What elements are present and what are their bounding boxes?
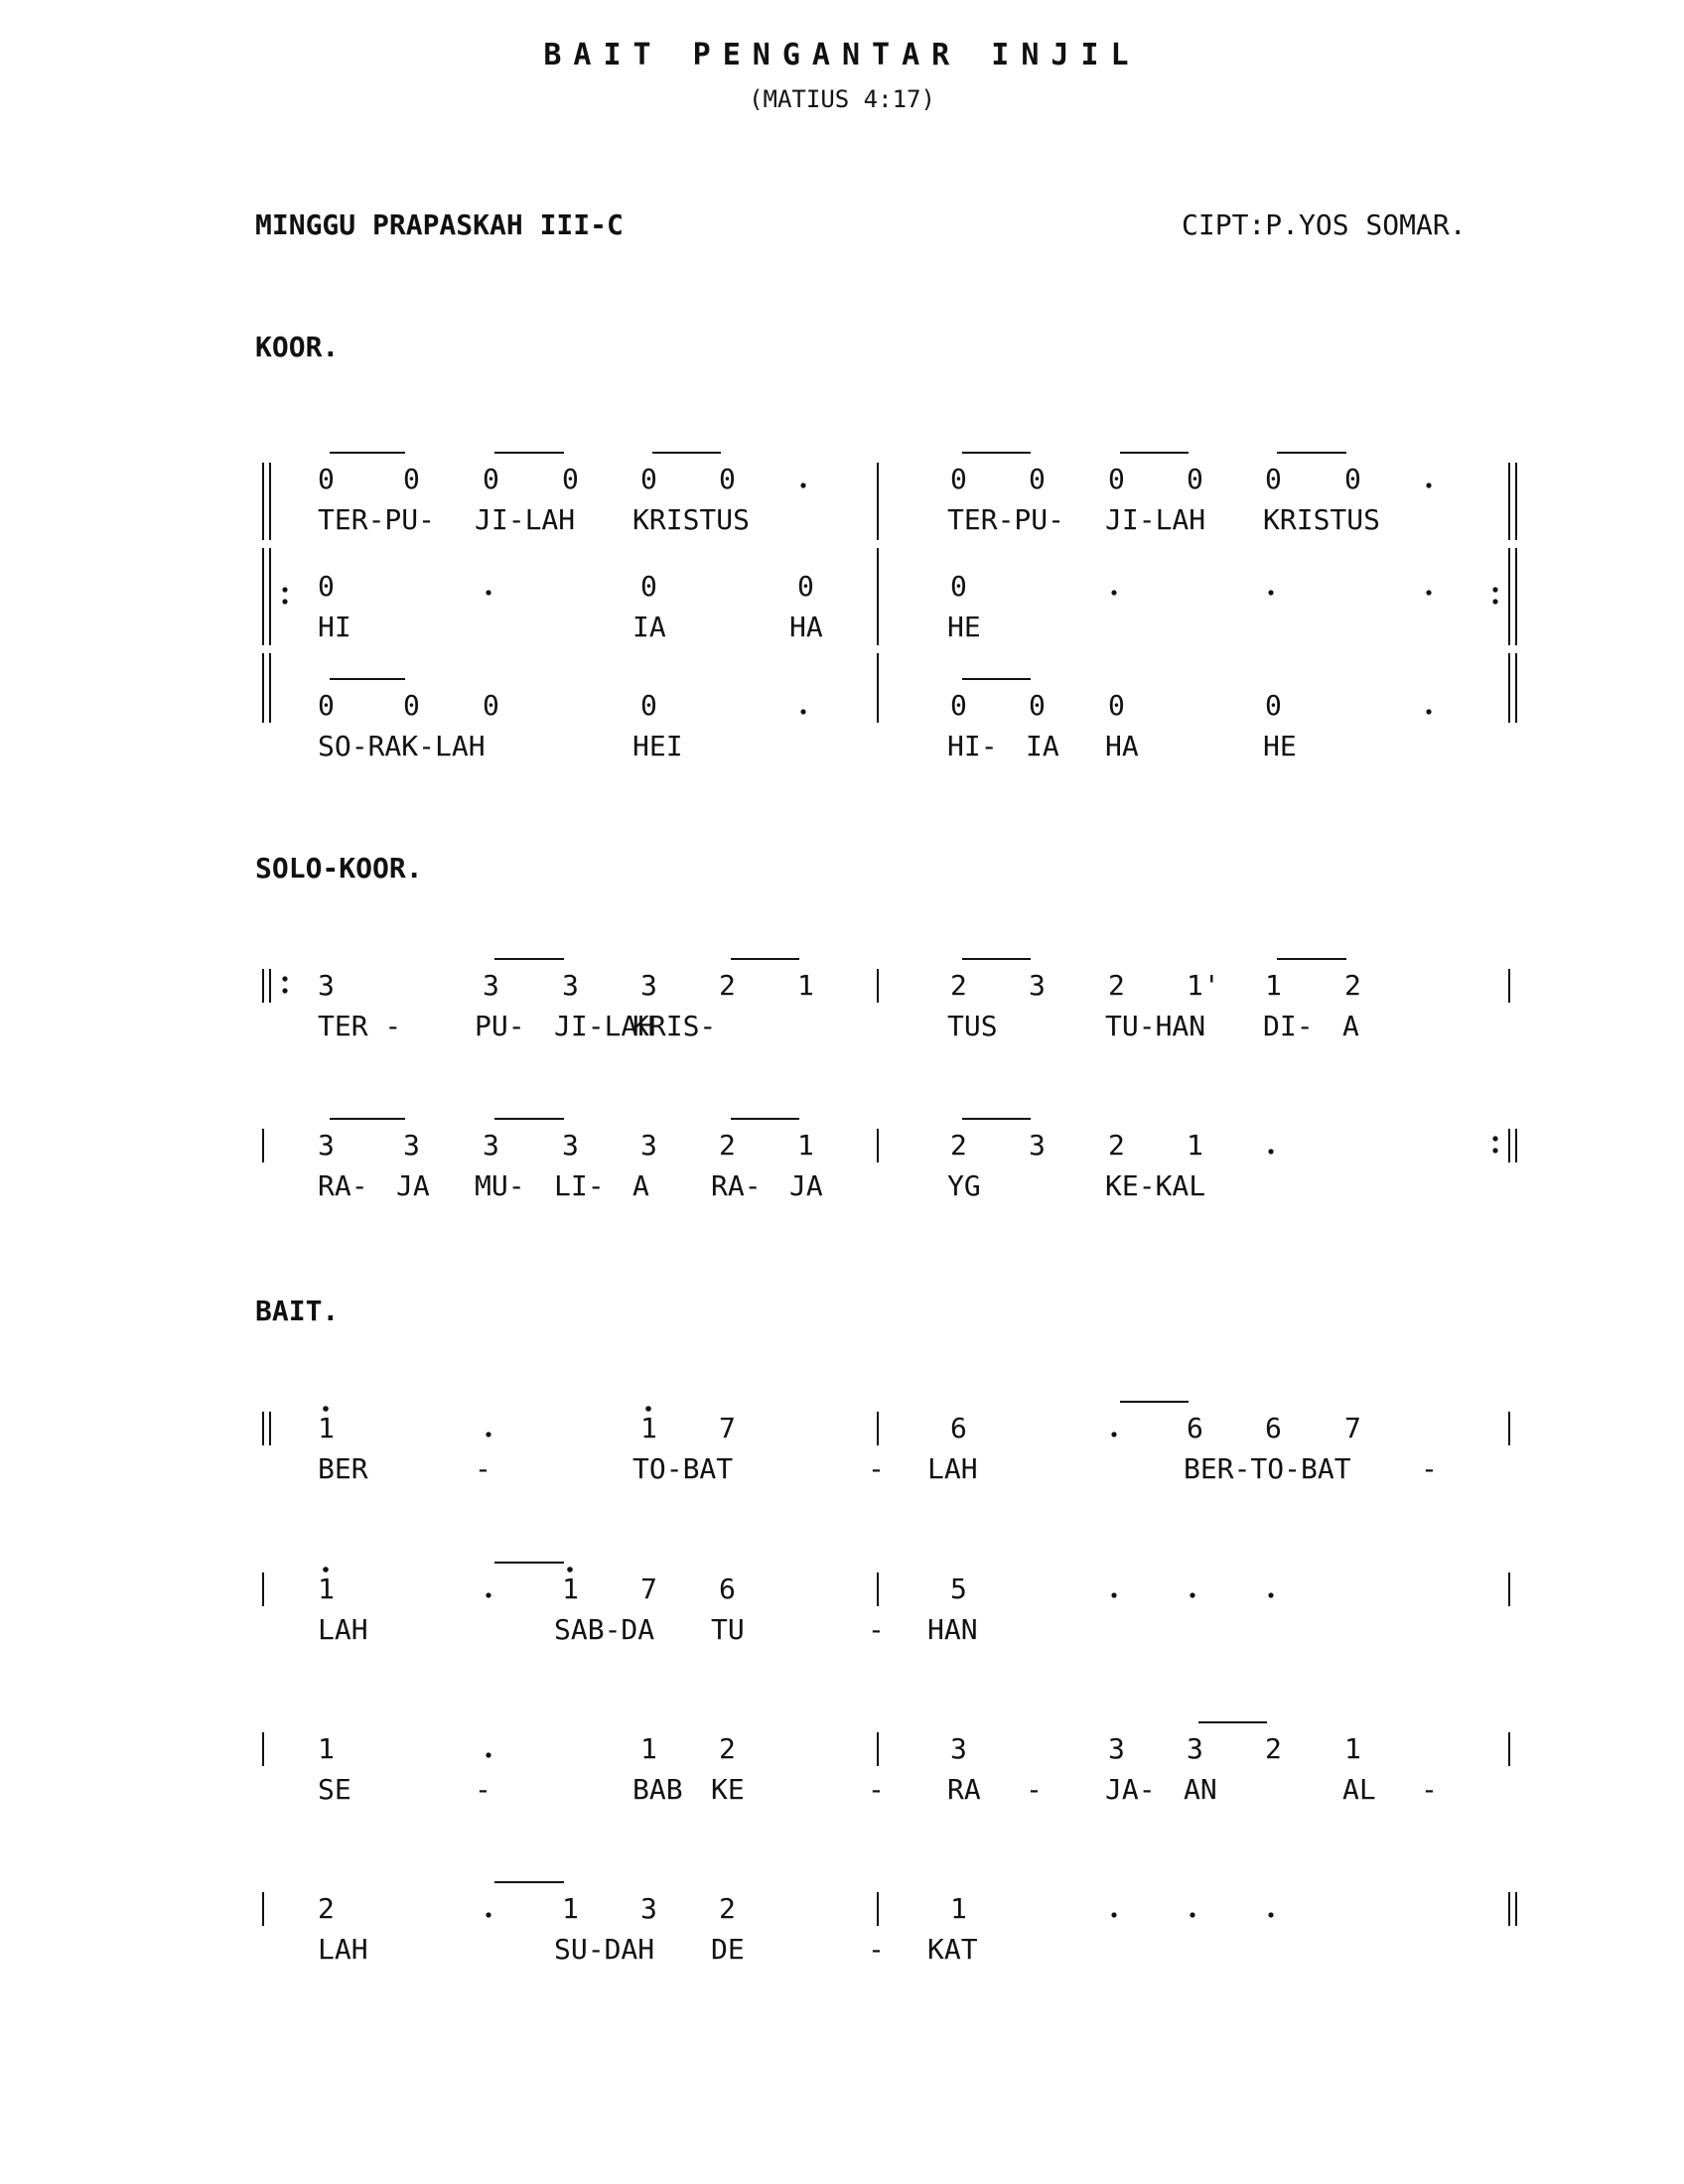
section-heading-koor: KOOR.: [255, 331, 340, 363]
rest-dot: [486, 1912, 491, 1917]
rest-dot: [1426, 482, 1431, 487]
note: 3: [562, 969, 579, 1002]
lyric-syllable: JA-: [1105, 1773, 1156, 1806]
lyric-syllable: TER -: [318, 1010, 402, 1042]
lyric-syllable: MU-: [475, 1169, 525, 1202]
rest-dot: [1268, 590, 1273, 595]
lyric-syllable: -: [1421, 1773, 1438, 1806]
note: 0: [403, 463, 420, 495]
note: 7: [640, 1572, 657, 1605]
lyric-syllable: RA-: [318, 1169, 368, 1202]
rest-dot: [1111, 1592, 1116, 1597]
lyric-syllable: JI-LAH: [475, 503, 576, 536]
octave-dot: [323, 1406, 329, 1412]
lyric-syllable: HE: [1263, 730, 1297, 762]
note: 3: [640, 1892, 657, 1925]
note: 0: [640, 463, 657, 495]
note: 7: [719, 1412, 736, 1444]
lyric-syllable: DE: [711, 1933, 745, 1966]
lyric-syllable: TU: [711, 1613, 745, 1646]
note: 2: [719, 1892, 736, 1925]
note: 3: [1029, 969, 1046, 1002]
octave-dot: [645, 1406, 651, 1412]
note: 0: [318, 570, 335, 603]
note: 2: [1344, 969, 1361, 1002]
repeat-dot: [282, 976, 287, 981]
lyric-syllable: SAB-DA: [554, 1613, 655, 1646]
lyric-syllable: -: [868, 1452, 885, 1485]
note: 3: [403, 1129, 420, 1161]
lyric-syllable: HI: [318, 611, 351, 643]
lyric-syllable: LI-: [554, 1169, 605, 1202]
lyric-syllable: HA: [1105, 730, 1139, 762]
note: 2: [318, 1892, 335, 1925]
note: 2: [719, 1732, 736, 1765]
note: 0: [1187, 463, 1203, 495]
lyric-syllable: -: [868, 1613, 885, 1646]
rest-dot: [1190, 1592, 1194, 1597]
note: 2: [719, 1129, 736, 1161]
occasion-label: MINGGU PRAPASKAH III-C: [255, 208, 624, 241]
rest-dot: [486, 1592, 491, 1597]
note: 6: [719, 1572, 736, 1605]
lyric-syllable: KE-KAL: [1105, 1169, 1206, 1202]
note: 6: [1265, 1412, 1282, 1444]
note: 3: [562, 1129, 579, 1161]
lyric-syllable: BER: [318, 1452, 368, 1485]
lyric-syllable: AL: [1342, 1773, 1376, 1806]
note: 0: [640, 570, 657, 603]
note: 0: [483, 689, 499, 722]
lyric-syllable: JA: [789, 1169, 823, 1202]
note: 0: [403, 689, 420, 722]
note: 2: [719, 969, 736, 1002]
note: 0: [318, 689, 335, 722]
rest-dot: [1268, 1149, 1273, 1154]
note: 1: [797, 1129, 814, 1161]
note: 0: [562, 463, 579, 495]
note: 0: [1344, 463, 1361, 495]
note: 3: [1029, 1129, 1046, 1161]
lyric-syllable: -: [1421, 1452, 1438, 1485]
rest-dot: [1111, 1912, 1116, 1917]
rest-dot: [1426, 709, 1431, 714]
rest-dot: [486, 1752, 491, 1757]
lyric-syllable: KAT: [927, 1933, 978, 1966]
repeat-dot: [282, 587, 287, 592]
lyric-syllable: JI-LAH: [1105, 503, 1206, 536]
note: 2: [1265, 1732, 1282, 1765]
note: 3: [483, 1129, 499, 1161]
lyric-syllable: RA-: [711, 1169, 762, 1202]
note: 0: [1108, 463, 1125, 495]
note: 0: [797, 570, 814, 603]
lyric-syllable: -: [475, 1773, 491, 1806]
note: 1: [562, 1892, 579, 1925]
note: 1: [640, 1732, 657, 1765]
note: 0: [1029, 463, 1046, 495]
composer-credit: CIPT:P.YOS SOMAR.: [1182, 208, 1467, 241]
lyric-syllable: HEI: [632, 730, 683, 762]
lyric-syllable: TU-HAN: [1105, 1010, 1206, 1042]
lyric-syllable: HE: [947, 611, 981, 643]
rest-dot: [486, 590, 491, 595]
note-high-one: 1: [318, 1572, 335, 1605]
note: 1: [1187, 1129, 1203, 1161]
lyric-syllable: RA: [947, 1773, 981, 1806]
note: 3: [1108, 1732, 1125, 1765]
lyric-syllable: BAB: [632, 1773, 683, 1806]
lyric-syllable: -: [868, 1773, 885, 1806]
lyric-syllable: HA: [789, 611, 823, 643]
rest-dot: [1268, 1912, 1273, 1917]
note: 7: [1344, 1412, 1361, 1444]
note: 3: [1187, 1732, 1203, 1765]
section-heading-solo-koor: SOLO-KOOR.: [255, 852, 423, 885]
lyric-syllable: TUS: [947, 1010, 998, 1042]
lyric-syllable: HI-: [947, 730, 998, 762]
lyric-syllable: DI-: [1263, 1010, 1314, 1042]
lyric-syllable: KRISTUS: [1263, 503, 1381, 536]
lyric-syllable: HAN: [927, 1613, 978, 1646]
rest-dot: [1111, 1432, 1116, 1436]
lyric-syllable: -: [868, 1933, 885, 1966]
lyric-syllable: TER-PU-: [318, 503, 436, 536]
lyric-syllable: -: [1026, 1773, 1043, 1806]
note: 3: [640, 969, 657, 1002]
rest-dot: [800, 709, 805, 714]
octave-dot: [323, 1567, 329, 1572]
note: 1: [950, 1892, 967, 1925]
lyric-syllable: -: [475, 1452, 491, 1485]
rest-dot: [800, 482, 805, 487]
lyric-syllable: JA: [396, 1169, 430, 1202]
note: 3: [483, 969, 499, 1002]
lyric-syllable: SU-DAH: [554, 1933, 655, 1966]
lyric-syllable: LAH: [927, 1452, 978, 1485]
page-title: BAIT PENGANTAR INJIL: [543, 38, 1141, 72]
repeat-dot: [1492, 599, 1497, 604]
repeat-dot: [1492, 1136, 1497, 1141]
note: 2: [1108, 969, 1125, 1002]
note: 6: [950, 1412, 967, 1444]
note: 1': [1187, 969, 1220, 1002]
note: 0: [1265, 463, 1282, 495]
rest-dot: [1111, 590, 1116, 595]
lyric-syllable: YG: [947, 1169, 981, 1202]
lyric-syllable: A: [1342, 1010, 1359, 1042]
scripture-reference: (MATIUS 4:17): [749, 85, 935, 113]
note-high-one: 1: [640, 1412, 657, 1444]
lyric-syllable: LAH: [318, 1933, 368, 1966]
repeat-dot: [282, 599, 287, 604]
lyric-syllable: TER-PU-: [947, 503, 1065, 536]
lyric-syllable: IA: [632, 611, 666, 643]
note: 0: [1265, 689, 1282, 722]
lyric-syllable: SO-RAK-LAH: [318, 730, 486, 762]
note: 0: [950, 570, 967, 603]
repeat-dot: [1492, 587, 1497, 592]
repeat-dot: [282, 988, 287, 993]
note: 0: [950, 463, 967, 495]
lyric-syllable: KRIS-: [632, 1010, 717, 1042]
lyric-syllable: JI-LAH: [554, 1010, 655, 1042]
note: 3: [950, 1732, 967, 1765]
rest-dot: [1190, 1912, 1194, 1917]
note: 2: [950, 1129, 967, 1161]
note: 2: [950, 969, 967, 1002]
rest-dot: [486, 1432, 491, 1436]
section-heading-bait: BAIT.: [255, 1295, 340, 1327]
note: 1: [1344, 1732, 1361, 1765]
note: 0: [318, 463, 335, 495]
note: 1: [1265, 969, 1282, 1002]
note: 0: [719, 463, 736, 495]
rest-dot: [1426, 590, 1431, 595]
octave-dot: [567, 1567, 573, 1572]
lyric-syllable: PU-: [475, 1010, 525, 1042]
repeat-dot: [1492, 1148, 1497, 1153]
note: 0: [640, 689, 657, 722]
rest-dot: [1268, 1592, 1273, 1597]
note: 3: [318, 969, 335, 1002]
lyric-syllable: LAH: [318, 1613, 368, 1646]
note: 1: [797, 969, 814, 1002]
lyric-syllable: KE: [711, 1773, 745, 1806]
note: 0: [1108, 689, 1125, 722]
note-high-one: 1: [318, 1412, 335, 1444]
note: 6: [1187, 1412, 1203, 1444]
note: 0: [483, 463, 499, 495]
lyric-syllable: KRISTUS: [632, 503, 751, 536]
lyric-syllable: IA: [1026, 730, 1059, 762]
lyric-syllable: A: [632, 1169, 649, 1202]
lyric-syllable: AN: [1184, 1773, 1217, 1806]
note: 2: [1108, 1129, 1125, 1161]
lyric-syllable: SE: [318, 1773, 351, 1806]
note-high-one: 1: [562, 1572, 579, 1605]
note: 3: [640, 1129, 657, 1161]
note: 0: [950, 689, 967, 722]
note: 5: [950, 1572, 967, 1605]
lyric-syllable: BER-TO-BAT: [1184, 1452, 1351, 1485]
lyric-syllable: TO-BAT: [632, 1452, 734, 1485]
note: 0: [1029, 689, 1046, 722]
note: 1: [318, 1732, 335, 1765]
note: 3: [318, 1129, 335, 1161]
